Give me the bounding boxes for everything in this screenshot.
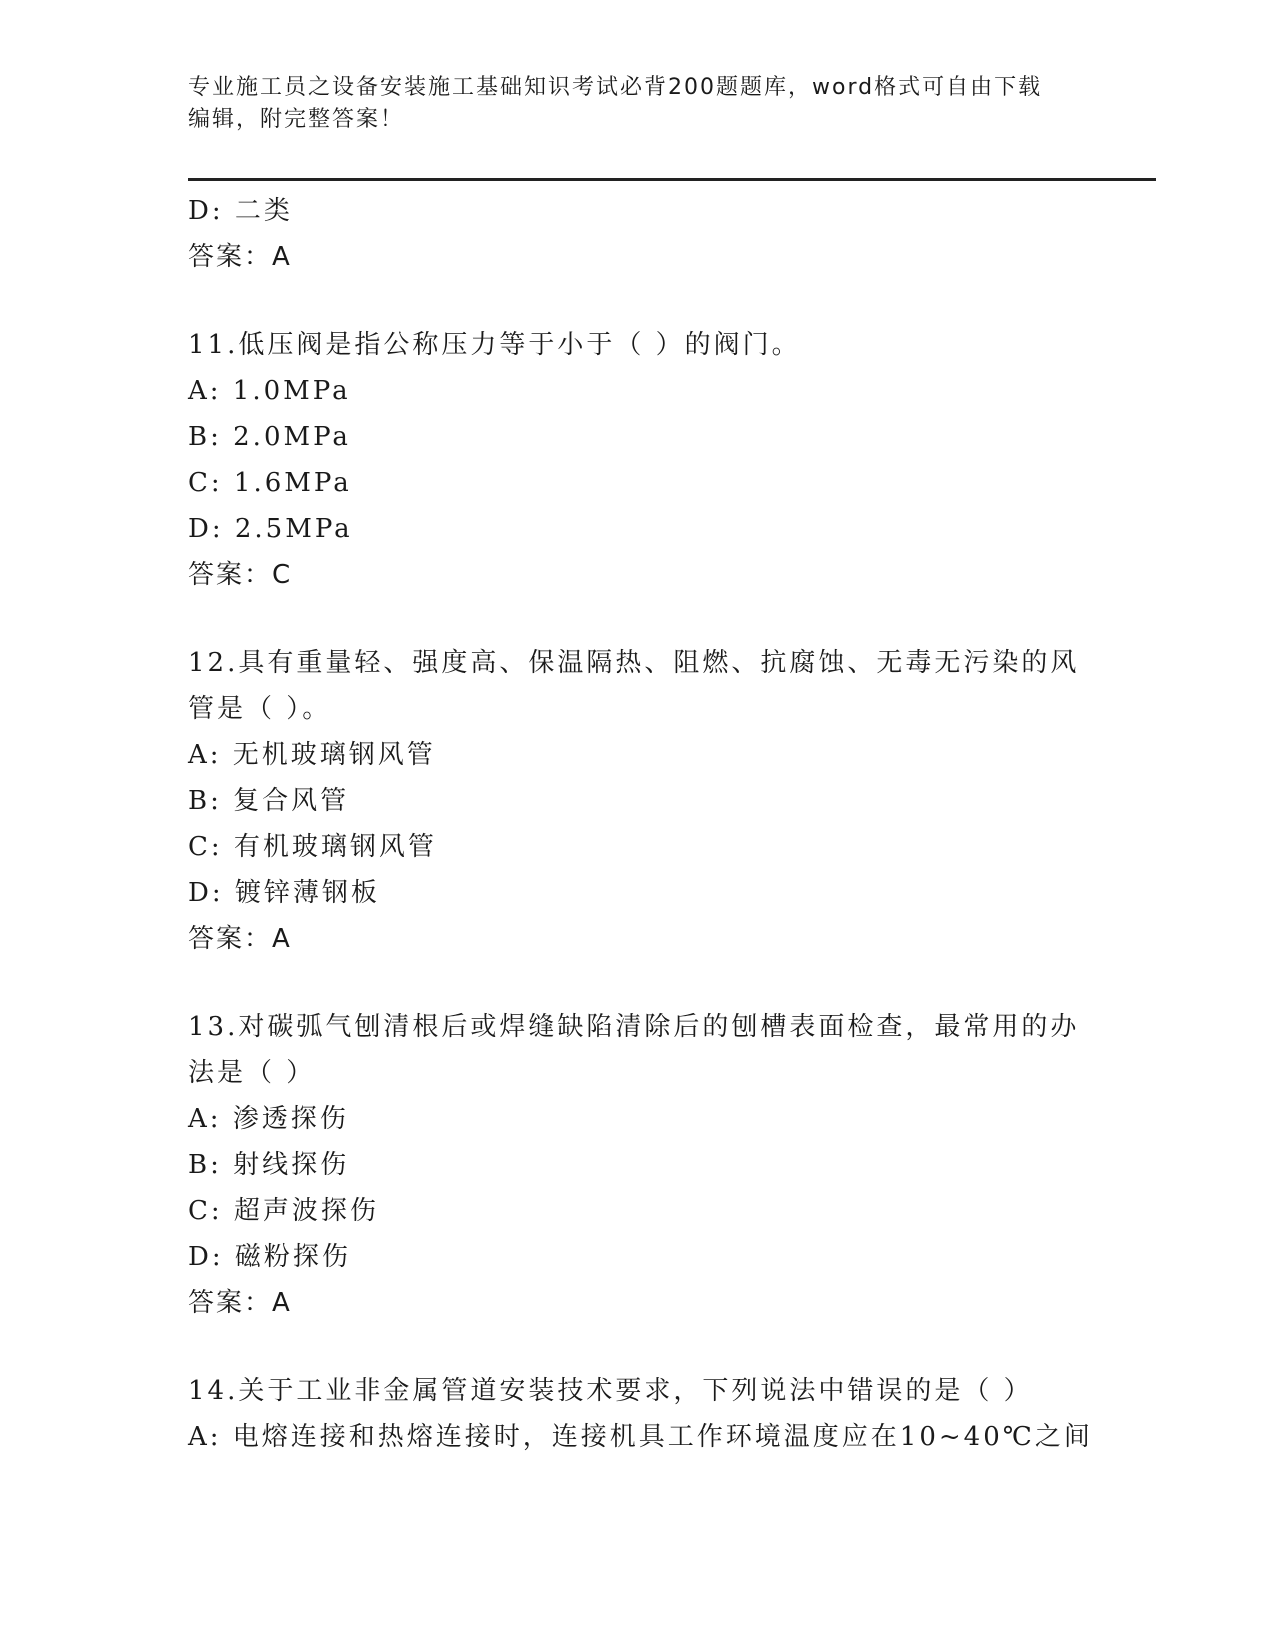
option-c: C: 有机玻璃钢风管 (188, 832, 437, 862)
question-14 (188, 1368, 1093, 1460)
header-line-2: 编辑，附完整答案！ (188, 107, 405, 132)
option-d: D: 镀锌薄钢板 (188, 878, 380, 908)
header-line-1: 专业施工员之设备安装施工基础知识考试必背200题题库，word格式可自由下载 (188, 75, 1043, 100)
question-stem-continued: 管是（ ）。 (188, 694, 332, 724)
spacer (188, 1326, 1088, 1368)
previous-question-tail (188, 188, 1088, 280)
option-a: A: 1.0MPa (188, 376, 351, 406)
answer-line: 答案：A (188, 242, 292, 272)
answer-line: 答案：A (188, 924, 292, 954)
option-a: A: 渗透探伤 (188, 1104, 349, 1134)
option-a: A: 电熔连接和热熔连接时，连接机具工作环境温度应在10~40℃之间 (188, 1422, 1093, 1452)
question-stem: 14.关于工业非金属管道安装技术要求，下列说法中错误的是（ ） (188, 1376, 1033, 1406)
question-stem: 12.具有重量轻、强度高、保温隔热、阻燃、抗腐蚀、无毒无污染的风 (188, 648, 1080, 678)
question-stem-continued: 法是（ ） (188, 1058, 316, 1088)
header-divider (188, 178, 1156, 181)
spacer (188, 962, 1088, 1004)
answer-line: 答案：A (188, 1288, 292, 1318)
question-content (188, 188, 1093, 1460)
option-d: D: 磁粉探伤 (188, 1242, 351, 1272)
option-c: C: 超声波探伤 (188, 1196, 379, 1226)
option-b: B: 复合风管 (188, 786, 350, 816)
spacer (188, 598, 1088, 640)
answer-line: 答案：C (188, 560, 293, 590)
document-header (188, 72, 1088, 136)
question-13 (188, 1004, 1088, 1326)
option-d: D: 二类 (188, 196, 293, 226)
option-b: B: 射线探伤 (188, 1150, 350, 1180)
option-b: B: 2.0MPa (188, 422, 351, 452)
spacer (188, 280, 1088, 322)
question-stem: 13.对碳弧气刨清根后或焊缝缺陷清除后的刨槽表面检查，最常用的办 (188, 1012, 1080, 1042)
option-c: C: 1.6MPa (188, 468, 352, 498)
question-12 (188, 640, 1088, 962)
question-11 (188, 322, 1088, 598)
option-d: D: 2.5MPa (188, 514, 353, 544)
option-a: A: 无机玻璃钢风管 (188, 740, 436, 770)
question-stem: 11.低压阀是指公称压力等于小于（ ）的阀门。 (188, 330, 801, 360)
